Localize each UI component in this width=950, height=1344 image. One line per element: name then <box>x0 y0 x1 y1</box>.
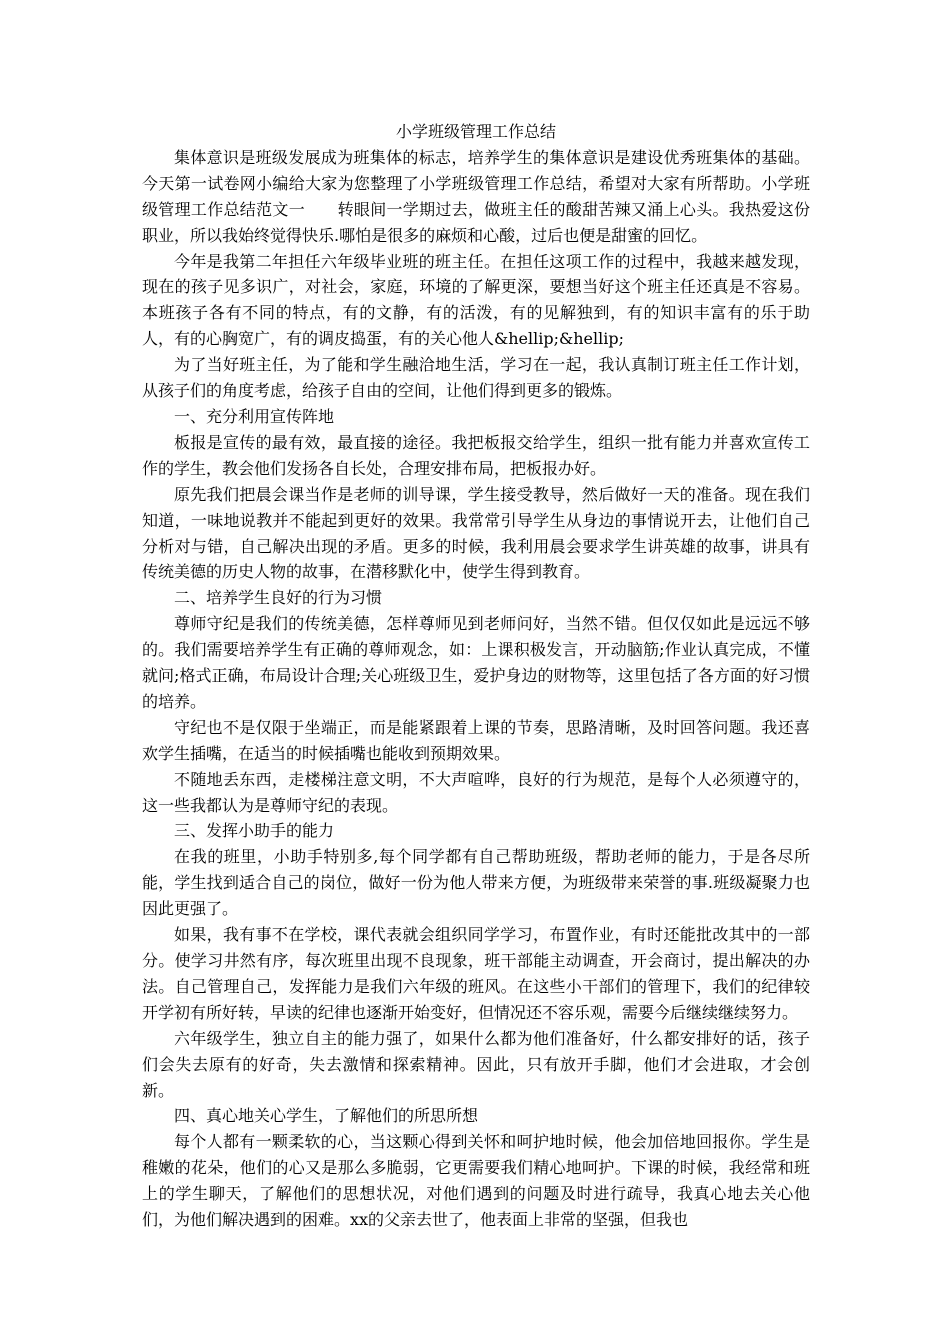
paragraph: 不随地丢东西，走楼梯注意文明，不大声喧哗，良好的行为规范，是每个人必须遵守的，这一些我都认为是尊师守纪的表现。 <box>142 769 810 815</box>
paragraph: 集体意识是班级发展成为班集体的标志，培养学生的集体意识是建设优秀班集体的基础。今天第一试卷网小编给大家为您整理了小学班级管理工作总结，希望对大家有所帮助。小学班级管理工作总结范文一 转眼间一学期过去，做班主任的酸甜苦辣又涌上心头。我热爱这份职业，所以我始终觉得快乐.哪怕是很多的麻烦和心酸，过后也便是甜蜜的回忆。 <box>142 147 810 245</box>
section-heading: 四、真心地关心学生，了解他们的所思所想 <box>174 1106 479 1126</box>
paragraph: 每个人都有一颗柔软的心，当这颗心得到关怀和呵护地时候，他会加倍地回报你。学生是稚嫩的花朵，他们的心又是那么多脆弱，它更需要我们精心地呵护。下课的时候，我经常和班上的学生聊天，了解他们的思想状况，对他们遇到的问题及时进行疏导，我真心地去关心他们，为他们解决遇到的困难。xx的父亲去世了，他表面上非常的坚强，但我也 <box>142 1132 810 1230</box>
document-title: 小学班级管理工作总结 <box>395 122 556 141</box>
paragraph: 今年是我第二年担任六年级毕业班的班主任。在担任这项工作的过程中，我越来越发现，现在的孩子见多识广，对社会，家庭，环境的了解更深，要想当好这个班主任还真是不容易。本班孩子各有不同的特点，有的文静，有的活泼，有的见解独到，有的知识丰富有的乐于助人，有的心胸宽广，有的调皮捣蛋，有的关心他人&hellip;&hellip; <box>142 251 810 349</box>
section-heading: 二、培养学生良好的行为习惯 <box>174 588 383 608</box>
paragraph: 原先我们把晨会课当作是老师的训导课，学生接受教导，然后做好一天的准备。现在我们知道，一味地说教并不能起到更好的效果。我常常引导学生从身边的事情说开去，让他们自己分析对与错，自己解决出现的矛盾。更多的时候，我利用晨会要求学生讲英雄的故事，讲具有传统美德的历史人物的故事，在潜移默化中，使学生得到教育。 <box>142 484 810 582</box>
paragraph: 在我的班里，小助手特别多,每个同学都有自己帮助班级，帮助老师的能力，于是各尽所能，学生找到适合自己的岗位，做好一份为他人带来方便，为班级带来荣誉的事.班级凝聚力也因此更强了。 <box>142 847 810 919</box>
document-body <box>142 145 810 1233</box>
document-page <box>142 119 810 1233</box>
section-heading: 一、充分利用宣传阵地 <box>174 406 335 426</box>
paragraph: 如果，我有事不在学校，课代表就会组织同学学习，布置作业，有时还能批改其中的一部分。使学习井然有序，每次班里出现不良现象，班干部能主动调查，开会商讨，提出解决的办法。自己管理自己，发挥能力是我们六年级的班风。在这些小干部们的管理下，我们的纪律较开学初有所好转，早读的纪律也逐渐开始变好，但情况还不容乐观，需要今后继续继续努力。 <box>142 925 810 1022</box>
section-heading: 三、发挥小助手的能力 <box>174 821 335 841</box>
paragraph: 守纪也不是仅限于坐端正，而是能紧跟着上课的节奏，思路清晰，及时回答问题。我还喜欢学生插嘴，在适当的时候插嘴也能收到预期效果。 <box>142 717 810 763</box>
paragraph: 为了当好班主任，为了能和学生融洽地生活，学习在一起，我认真制订班主任工作计划，从孩子们的角度考虑，给孩子自由的空间，让他们得到更多的锻炼。 <box>142 355 810 401</box>
paragraph: 尊师守纪是我们的传统美德，怎样尊师见到老师问好，当然不错。但仅仅如此是远远不够的。我们需要培养学生有正确的尊师观念，如：上课积极发言，开动脑筋;作业认真完成，不懂就问;格式正确，布局设计合理;关心班级卫生，爱护身边的财物等，这里包括了各方面的好习惯的培养。 <box>142 614 810 711</box>
paragraph: 六年级学生，独立自主的能力强了，如果什么都为他们准备好，什么都安排好的话，孩子们会失去原有的好奇，失去激情和探索精神。因此，只有放开手脚，他们才会进取，才会创新。 <box>142 1028 810 1100</box>
paragraph: 板报是宣传的最有效，最直接的途径。我把板报交给学生，组织一批有能力并喜欢宣传工作的学生，教会他们发扬各自长处，合理安排布局，把板报办好。 <box>142 432 810 478</box>
